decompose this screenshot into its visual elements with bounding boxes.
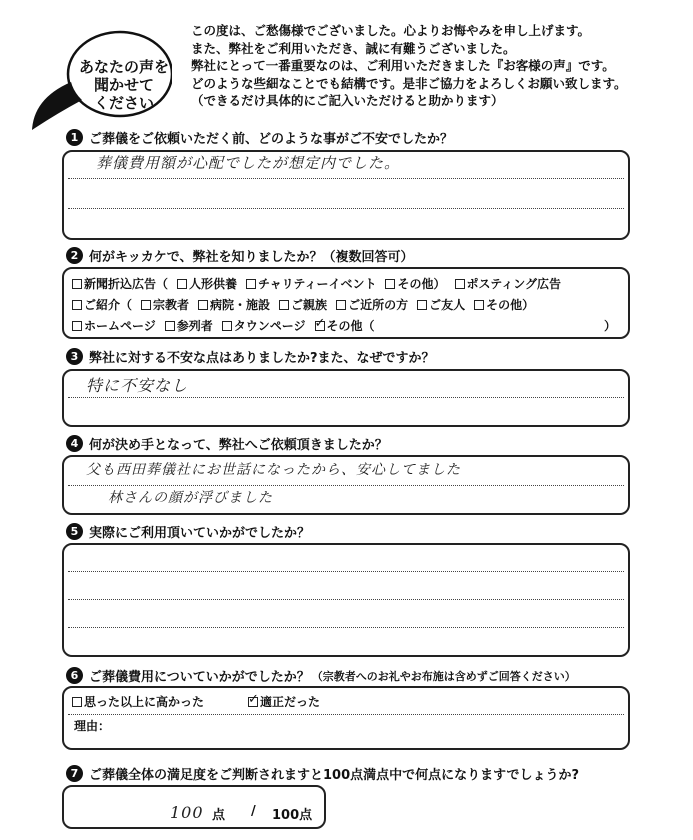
option-referral[interactable]: [72, 296, 132, 313]
option-label: 病院・施設: [210, 298, 271, 312]
option-label: 思った以上に高かった: [84, 695, 205, 709]
checkbox[interactable]: [336, 300, 346, 310]
option-label: ポスティング広告: [466, 277, 562, 291]
checkbox[interactable]: [198, 300, 208, 310]
answer-line: [68, 397, 624, 398]
option-attendee[interactable]: [165, 317, 213, 334]
checkbox[interactable]: [72, 697, 82, 707]
intro-line-5: （できるだけ具体的にご記入いただけると助かります）: [191, 93, 504, 109]
intro-line-3: 弊社にとって一番重要なのは、ご利用いただきました『お客様の声』です。: [191, 58, 615, 74]
option-charity-event[interactable]: [246, 275, 376, 292]
question-7-label: ご葬儀全体の満足度をご判断されますと100点満点中で何点になりますでしょうか?: [89, 768, 580, 783]
speech-bubble: [30, 18, 172, 130]
question-6-options: [72, 693, 204, 710]
option-other-newspaper[interactable]: [385, 275, 445, 292]
bubble-text: [76, 58, 172, 112]
intro-line-2: また、弊社をご利用いただき、誠に有難うございました。: [191, 40, 516, 56]
question-2-header: [66, 246, 413, 265]
option-religious[interactable]: [141, 296, 189, 313]
question-5-header: [66, 522, 310, 541]
option-label: ご紹介（: [84, 298, 133, 312]
answer-line: [68, 627, 624, 628]
question-7-handwritten-score: 100: [170, 803, 204, 822]
question-5-label: 実際にご利用頂いていかがでしたか？: [89, 526, 311, 541]
checkbox[interactable]: [246, 279, 256, 289]
option-label: その他）: [397, 277, 446, 291]
checkbox[interactable]: [141, 300, 151, 310]
question-2-number: 2: [66, 247, 83, 264]
intro-message: [191, 22, 671, 110]
option-label: ご友人: [429, 298, 466, 312]
checkbox[interactable]: [177, 279, 187, 289]
option-homepage[interactable]: [72, 317, 156, 334]
question-1-number: 1: [66, 129, 83, 146]
checkbox-checked[interactable]: [248, 697, 258, 707]
checkbox[interactable]: [165, 321, 175, 331]
option-label: 新聞折込広告（: [84, 277, 169, 291]
answer-line: [68, 485, 624, 486]
question-7-header: [66, 764, 579, 783]
bubble-line-3: ください: [93, 94, 154, 112]
option-label: ご近所の方: [348, 298, 409, 312]
question-1-label: ご葬儀をご依頼いただく前、どのような事がご不安でしたか？: [89, 132, 454, 147]
question-4-header: [66, 434, 388, 453]
intro-line-4: どのような些細なことでも結構です。是非ご協力をよろしくお願い致します。: [191, 75, 627, 91]
option-label: 参列者: [176, 319, 213, 333]
question-6-header: [66, 666, 576, 685]
option-label: 人形供養: [189, 277, 238, 291]
checkbox[interactable]: [72, 279, 82, 289]
question-4-number: 4: [66, 435, 83, 452]
question-2-options-row-1: [72, 275, 561, 292]
answer-line: [68, 599, 624, 600]
question-3-number: 3: [66, 348, 83, 365]
question-6-reason-label: 理由：: [74, 719, 111, 733]
question-5-answer-box[interactable]: [62, 543, 630, 657]
question-1-handwritten-answer: 葬儀費用額が心配でしたが想定内でした。: [96, 154, 401, 172]
option-label: チャリティーイベント: [258, 277, 377, 291]
answer-line: [68, 714, 624, 715]
checkbox-checked[interactable]: [315, 321, 325, 331]
question-3-header: [66, 347, 435, 366]
checkbox[interactable]: [455, 279, 465, 289]
question-6-options-2: [248, 693, 320, 710]
question-3-handwritten-answer: 特に不安なし: [86, 376, 189, 395]
question-4-label: 何が決め手となって、弊社へご依頼頂きましたか？: [89, 438, 388, 453]
question-7-number: 7: [66, 765, 83, 782]
answer-line: [68, 208, 624, 209]
option-label: ホームページ: [84, 319, 156, 333]
answer-line: [68, 178, 624, 179]
question-3-label: 弊社に対する不安な点はありましたか?また、なぜですか？: [89, 351, 435, 366]
bubble-line-2: 聞かせて: [93, 76, 154, 94]
intro-line-1: この度は、ご愁傷様でございました。心よりお悔やみを申し上げます。: [191, 23, 591, 38]
option-label: その他（: [326, 319, 375, 333]
option-neighbors[interactable]: [336, 296, 408, 313]
option-appropriate[interactable]: [248, 693, 320, 710]
option-other-close-paren: ）: [604, 319, 617, 333]
option-posting-ad[interactable]: [455, 275, 562, 292]
option-doll-memorial[interactable]: [177, 275, 237, 292]
question-5-number: 5: [66, 523, 83, 540]
question-4-handwritten-line-1: 父も西田葬儀社にお世話になったから、安心してました: [86, 462, 461, 478]
option-other[interactable]: [315, 317, 375, 334]
bubble-line-1: あなたの声を: [78, 58, 169, 76]
question-6-number: 6: [66, 667, 83, 684]
option-label: その他）: [486, 298, 535, 312]
option-higher-than-expected[interactable]: [72, 693, 204, 710]
checkbox[interactable]: [279, 300, 289, 310]
option-townpage[interactable]: [222, 317, 306, 334]
question-6-label: ご葬儀費用についていかがでしたか？: [89, 670, 310, 685]
checkbox[interactable]: [72, 321, 82, 331]
option-label: ご親族: [291, 298, 328, 312]
question-7-max-score: 100点: [272, 808, 313, 823]
checkbox[interactable]: [222, 321, 232, 331]
question-7-slash: /: [251, 804, 256, 819]
checkbox[interactable]: [72, 300, 82, 310]
question-1-header: [66, 128, 453, 147]
answer-line: [68, 571, 624, 572]
question-6-sub-note: （宗教者へのお礼やお布施は含めずご回答ください）: [311, 669, 576, 683]
checkbox[interactable]: [385, 279, 395, 289]
option-label: 適正だった: [260, 695, 321, 709]
question-7-score-unit: 点: [212, 808, 226, 823]
checkbox[interactable]: [417, 300, 427, 310]
option-friends[interactable]: [417, 296, 465, 313]
checkbox[interactable]: [474, 300, 484, 310]
option-other-referral[interactable]: [474, 296, 534, 313]
question-2-options-row-2: [72, 296, 534, 313]
option-newspaper[interactable]: [72, 275, 168, 292]
question-2-label: 何がキッカケで、弊社を知りましたか？（複数回答可）: [89, 250, 414, 265]
question-4-handwritten-line-2: 林さんの顔が浮びました: [108, 490, 273, 506]
option-hospital[interactable]: [198, 296, 270, 313]
question-2-options-row-3: [72, 317, 375, 334]
option-label: タウンページ: [233, 319, 306, 333]
option-relatives[interactable]: [279, 296, 327, 313]
option-label: 宗教者: [153, 298, 190, 312]
